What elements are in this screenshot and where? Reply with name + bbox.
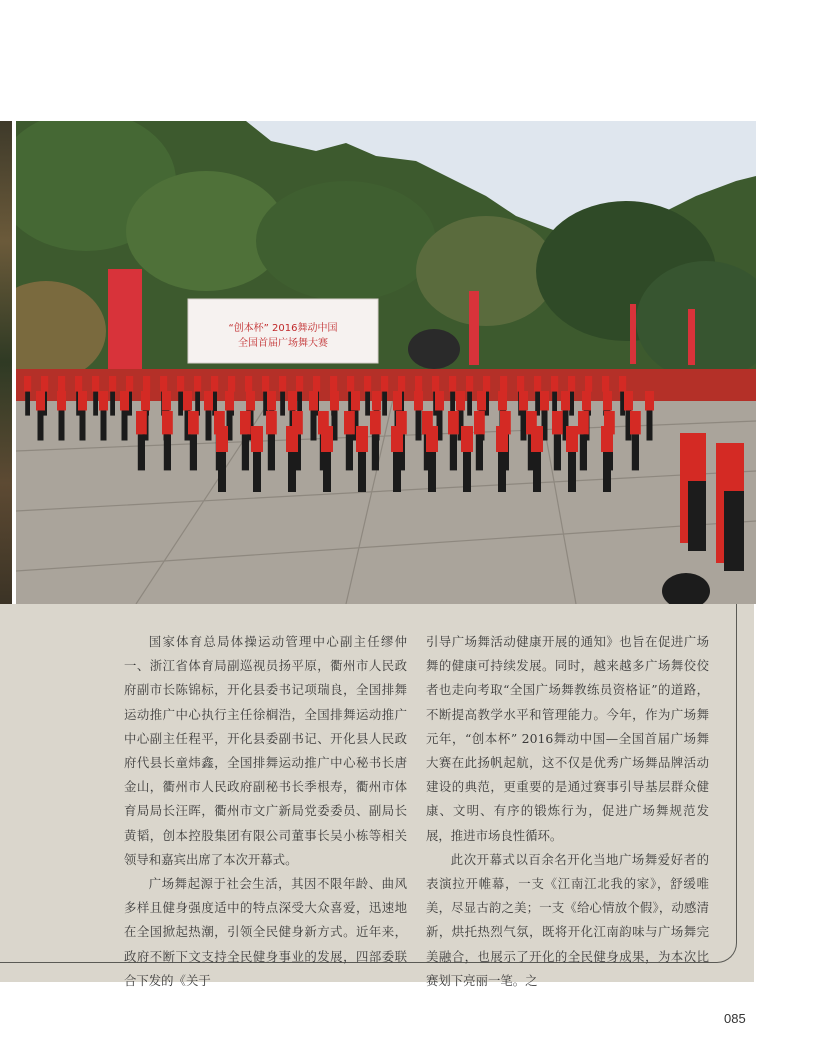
dancer-legs xyxy=(463,452,471,492)
dancer-legs xyxy=(93,392,98,416)
dancer-figure xyxy=(351,391,360,411)
dancer-legs xyxy=(206,411,212,441)
dancer-figure xyxy=(162,411,173,434)
dancer-legs xyxy=(110,392,115,416)
dancer-figure xyxy=(630,411,641,434)
dancer-figure xyxy=(344,411,355,434)
dancer-figure xyxy=(78,391,87,411)
dancer-legs xyxy=(242,434,249,470)
dancer-figure xyxy=(120,391,129,411)
dancer-legs xyxy=(288,452,296,492)
dancer-figure xyxy=(449,376,456,392)
dancer-legs xyxy=(122,411,128,441)
dancer-legs xyxy=(268,434,275,470)
dancer-figure xyxy=(75,376,82,392)
dancer-figure xyxy=(41,376,48,392)
dancer-figure xyxy=(262,376,269,392)
dancer-legs xyxy=(568,452,576,492)
dancer-figure xyxy=(534,376,541,392)
dancer-figure xyxy=(330,391,339,411)
dancer-figure xyxy=(126,376,133,392)
dancer-figure xyxy=(321,426,333,452)
dancer-figure xyxy=(566,426,578,452)
dancer-figure xyxy=(531,426,543,452)
dancer-figure xyxy=(645,391,654,411)
dancer-figure xyxy=(286,426,298,452)
dancer-figure xyxy=(347,376,354,392)
dancer-figure xyxy=(162,391,171,411)
dancer-figure xyxy=(474,411,485,434)
event-photo xyxy=(16,121,756,604)
dancer-figure xyxy=(372,391,381,411)
dancer-figure xyxy=(228,376,235,392)
dancer-figure xyxy=(603,391,612,411)
article-panel xyxy=(0,604,754,988)
dancer-figure xyxy=(585,376,592,392)
dancer-figure xyxy=(141,391,150,411)
dancer-figure xyxy=(245,376,252,392)
dancer-figure xyxy=(216,426,228,452)
dancer-figure xyxy=(624,391,633,411)
dancer-legs xyxy=(372,434,379,470)
dancer-figure xyxy=(432,376,439,392)
dancer-figure xyxy=(500,376,507,392)
dancer-legs xyxy=(253,452,261,492)
dancer-figure xyxy=(456,391,465,411)
dancer-figure xyxy=(602,376,609,392)
dancer-figure xyxy=(57,391,66,411)
dancer-legs xyxy=(138,434,145,470)
dancer-legs xyxy=(80,411,86,441)
dancer-legs xyxy=(190,434,197,470)
dancer-figure xyxy=(561,391,570,411)
dancer-legs xyxy=(323,452,331,492)
dancer-figure xyxy=(370,411,381,434)
dancer-figure xyxy=(461,426,473,452)
dancer-figure xyxy=(211,376,218,392)
dancer-figure xyxy=(188,411,199,434)
dancer-figure xyxy=(177,376,184,392)
dancer-figure xyxy=(194,376,201,392)
dancer-figure xyxy=(415,376,422,392)
dancer-legs xyxy=(416,411,422,441)
dancer-figure xyxy=(568,376,575,392)
dancer-legs xyxy=(498,452,506,492)
dancer-legs xyxy=(164,434,171,470)
dancer-figure xyxy=(398,376,405,392)
dancer-figure xyxy=(619,376,626,392)
dancer-figure xyxy=(601,426,613,452)
dancer-figure xyxy=(483,376,490,392)
dancer-figure xyxy=(136,411,147,434)
dancer-figure xyxy=(183,391,192,411)
dancer-figure xyxy=(551,376,558,392)
dancer-legs xyxy=(393,452,401,492)
dancer-legs xyxy=(580,434,587,470)
dancer-figure xyxy=(414,391,423,411)
dancer-legs xyxy=(59,411,65,441)
dancer-legs xyxy=(632,434,639,470)
dancer-figure xyxy=(225,391,234,411)
dancer-figure xyxy=(356,426,368,452)
dancer-figure xyxy=(448,411,459,434)
dancer-figure xyxy=(36,391,45,411)
dancer-legs xyxy=(358,452,366,492)
dancer-legs xyxy=(25,392,30,416)
dancer-figure xyxy=(435,391,444,411)
paragraph-opening: 此次开幕式以百余名开化当地广场舞爱好者的表演拉开帷幕，一支《江南江北我的家》，舒缓唯美，尽显古韵之美；一支《给心情放个假》，动感清新，烘托热烈气氛，既将开化江南韵味与广场舞完美融合，也展示了开化的全民健身成果，为本次比赛划下亮丽一笔。之 xyxy=(426,851,709,988)
dancer-figure xyxy=(266,411,277,434)
dancer-figure xyxy=(381,376,388,392)
backdrop-title: “创本杯” 2016舞动中国 xyxy=(228,323,338,334)
dancer-legs xyxy=(101,411,107,441)
dancer-figure xyxy=(517,376,524,392)
dancer-legs xyxy=(521,411,527,441)
dancer-legs xyxy=(218,452,226,492)
dancer-legs xyxy=(178,392,183,416)
dancer-legs xyxy=(311,411,317,441)
dancer-legs xyxy=(603,452,611,492)
dancer-figure xyxy=(391,426,403,452)
article-left-column xyxy=(124,630,407,993)
paragraph-policy: 引导广场舞活动健康开展的通知》也旨在促进广场舞的健康可持续发展。同时，越来越多广场舞佼佼者也走向考取“全国广场舞教练员资格证”的道路，不断提高教学水平和管理能力。今年，作为广场舞元年，“创本杯” 2016舞动中国—全国首届广场舞大赛在此扬帆起航，这不仅是优秀广场舞品牌活动建设的典范，更重要的是通过赛事引导基层群众健康、文明、有序的锻炼行为，促进广场舞规范发展，推进市场良性循环。 xyxy=(426,634,709,843)
page-number: 085 xyxy=(724,1011,746,1026)
dancer-figure xyxy=(540,391,549,411)
backdrop-subtitle: 全国首届广场舞大赛 xyxy=(238,338,328,349)
dancer-figure xyxy=(498,391,507,411)
dancer-legs xyxy=(554,434,561,470)
dancer-legs xyxy=(382,392,387,416)
dancer-figure xyxy=(58,376,65,392)
dancer-legs xyxy=(365,392,370,416)
dancer-figure xyxy=(552,411,563,434)
dancer-legs xyxy=(38,411,44,441)
dancer-figure xyxy=(477,391,486,411)
dancer-legs xyxy=(647,411,653,441)
dancer-figure xyxy=(240,411,251,434)
dancer-figure xyxy=(99,391,108,411)
dancer-figure xyxy=(160,376,167,392)
article-right-column xyxy=(426,630,709,993)
dancer-figure xyxy=(251,426,263,452)
dancer-figure xyxy=(313,376,320,392)
dancer-figure xyxy=(330,376,337,392)
dancer-figure xyxy=(92,376,99,392)
dancer-legs xyxy=(450,434,457,470)
dancer-figure xyxy=(204,391,213,411)
dancer-figure xyxy=(426,426,438,452)
dancer-figure xyxy=(296,376,303,392)
dancer-legs xyxy=(346,434,353,470)
dancer-legs xyxy=(428,452,436,492)
dancer-figure xyxy=(364,376,371,392)
dancer-legs xyxy=(467,392,472,416)
adjacent-photo-edge xyxy=(0,121,12,604)
dancer-figure xyxy=(582,391,591,411)
dancer-legs xyxy=(533,452,541,492)
dancer-figure xyxy=(288,391,297,411)
dancer-figure xyxy=(466,376,473,392)
dancer-figure xyxy=(109,376,116,392)
dancer-legs xyxy=(476,434,483,470)
dancer-figure xyxy=(267,391,276,411)
paragraph-origin: 广场舞起源于社会生活，其因不限年龄、曲风多样且健身强度适中的特点深受大众喜爱，迅速地在全国掀起热潮，引领全民健身新方式。近年来，政府不断下文支持全民健身事业的发展，四部委联合下发的《关于 xyxy=(124,876,407,988)
dancer-legs xyxy=(280,392,285,416)
dancer-figure xyxy=(496,426,508,452)
dancer-figure xyxy=(279,376,286,392)
dancer-figure xyxy=(246,391,255,411)
dancer-figure xyxy=(309,391,318,411)
dancer-figure xyxy=(143,376,150,392)
dancer-figure xyxy=(578,411,589,434)
dancer-figure xyxy=(24,376,31,392)
dancer-figure xyxy=(393,391,402,411)
dancer-figure xyxy=(519,391,528,411)
paragraph-attendees: 国家体育总局体操运动管理中心副主任缪仲一、浙江省体育局副巡视员扬平原，衢州市人民政府副市长陈锦标，开化县委书记项瑞良，全国排舞运动推广中心执行主任徐榈浩，全国排舞运动推广中心副主任程平，开化县委副书记、开化县人民政府代县长童炜鑫，全国排舞运动推广中心秘书长唐金山，衢州市人民政府副秘书长季根寿，衢州市体育局局长汪晖，衢州市文广新局党委委员、副局长黄韬，创本控股集团有限公司董事长吴小栋等相关领导和嘉宾出席了本次开幕式。 xyxy=(124,634,407,867)
